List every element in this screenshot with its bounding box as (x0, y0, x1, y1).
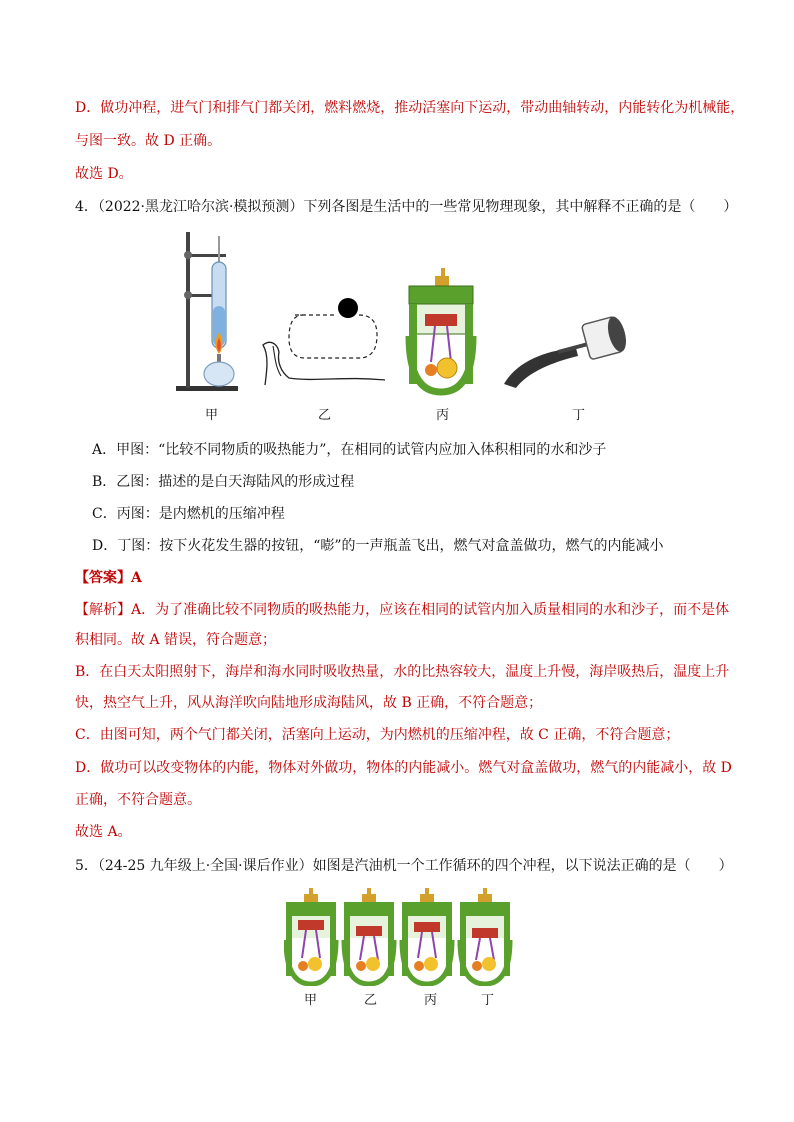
prev-select: 故选 D。 (75, 166, 133, 182)
q4-answer: 【答案】A (75, 570, 142, 586)
q4-analysis-line: D．做功可以改变物体的内能，物体对外做功，物体的内能减小。燃气对盒盖做功，燃气的内能减小，故 D (75, 760, 732, 776)
q4-option-d: D．丁图：按下火花发生器的按钮，“嘭”的一声瓶盖飞出，燃气对盒盖做功，燃气的内能减小 (92, 538, 664, 554)
q4-stem: 4．（2022·黑龙江哈尔滨·模拟预测）下列各图是生活中的一些常见物理现象，其中解释不正确的是（ ） (75, 199, 738, 215)
q5-figure-label-yi: 乙 (364, 993, 378, 1008)
q5-stem: 5．（24-25 九年级上·全国·课后作业）如图是汽油机一个工作循环的四个冲程，以下说法正确的是（ ） (75, 858, 733, 874)
q4-figure-label-jia: 甲 (205, 408, 219, 423)
q4-figure-label-yi: 乙 (318, 408, 332, 423)
q5-figure-label-bing: 丙 (424, 993, 438, 1008)
q4-option-b: B．乙图：描述的是白天海陆风的形成过程 (92, 474, 355, 490)
prev-analysis-d-line2: 与图一致。故 D 正确。 (75, 133, 222, 149)
q4-analysis-line: 快，热空气上升，风从海洋吹向陆地形成海陆风，故 B 正确，不符合题意； (75, 695, 543, 711)
q4-option-a: A．甲图：“比较不同物质的吸热能力”，在相同的试管内应加入体积相同的水和沙子 (92, 442, 607, 458)
q4-analysis-line: 正确，不符合题意。 (75, 792, 201, 808)
q4-select: 故选 A。 (75, 824, 132, 840)
q4-analysis-line: C．由图可知，两个气门都关闭，活塞向上运动，为内燃机的压缩冲程，故 C 正确，不符合题意； (75, 727, 680, 743)
q5-engine-ding (460, 888, 510, 984)
q5-engine-jia (286, 888, 336, 984)
figure-jia-iron-stand (170, 228, 245, 398)
figure-bing-engine (405, 266, 477, 396)
figure-q5-four-strokes (284, 888, 514, 986)
q4-analysis-line: B．在白天太阳照射下，海岸和海水同时吸收热量，水的比热容较大，温度上升慢，海岸吸热后，温度上升 (75, 664, 730, 680)
figure-ding-igniter (498, 300, 628, 390)
q5-figure-label-jia: 甲 (304, 993, 318, 1008)
q5-figure-label-ding: 丁 (481, 993, 495, 1008)
q4-figure-label-ding: 丁 (572, 408, 586, 423)
prev-analysis-d-line1: D．做功冲程，进气门和排气门都关闭，燃料燃烧，推动活塞向下运动，带动曲轴转动，内能转化为机械能， (75, 100, 745, 116)
q4-analysis-line: 积相同。故 A 错误，符合题意； (75, 632, 277, 648)
q5-engine-bing (402, 888, 452, 984)
q5-engine-yi (344, 888, 394, 984)
figure-yi-sea-breeze (255, 290, 390, 390)
q4-analysis-line: 【解析】A．为了准确比较不同物质的吸热能力，应该在相同的试管内加入质量相同的水和沙子，而不是体 (75, 602, 730, 618)
q4-option-c: C．丙图：是内燃机的压缩冲程 (92, 506, 285, 522)
q4-figure-label-bing: 丙 (436, 408, 450, 423)
